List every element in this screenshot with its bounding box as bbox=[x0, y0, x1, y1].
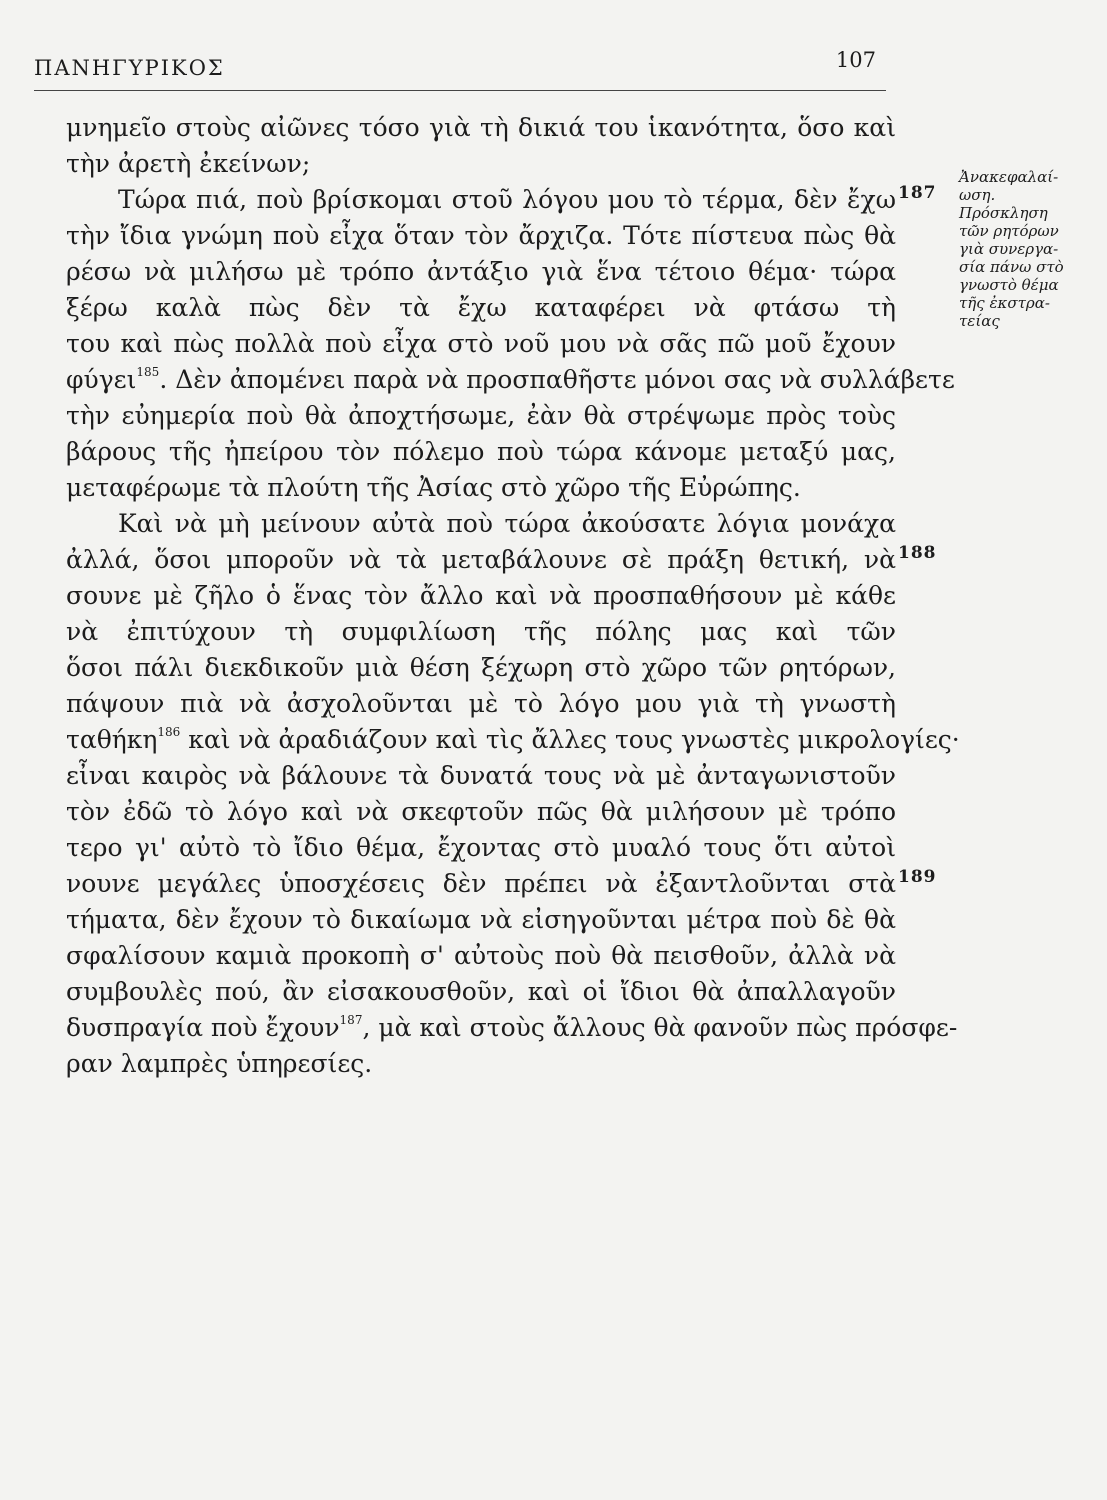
text-line: ὅσοι πάλι διεκδικοῦν μιὰ θέση ξέχωρη στὸ χῶρο τῶν ρητόρων, bbox=[66, 653, 896, 682]
text-line: συμβουλὲς πού, ἂν εἰσακουσθοῦν, καὶ οἱ ἴδιοι θὰ ἀπαλλαγοῦν bbox=[66, 977, 896, 1006]
text-line: τὴν ἴδια γνώμη ποὺ εἶχα ὅταν τὸν ἄρχιζα. Τότε πίστευα πὼς θὰ bbox=[66, 221, 896, 250]
text-line: ἀλλά, ὅσοι μποροῦν νὰ τὰ μεταβάλουνε σὲ πράξη θετική, νὰ bbox=[66, 545, 896, 574]
margin-note-line: σία πάνω στὸ bbox=[959, 258, 1064, 276]
text-line: ξέρω καλὰ πὼς δὲν τὰ ἔχω καταφέρει νὰ φτάσω τὴ bbox=[66, 293, 896, 322]
margin-note-line: γιὰ συνεργα- bbox=[959, 240, 1059, 258]
text-line: σφαλίσουν καμιὰ προκοπὴ σ' αὐτοὺς ποὺ θὰ πεισθοῦν, ἀλλὰ νὰ bbox=[66, 941, 896, 970]
footnote-ref: 187 bbox=[339, 1013, 363, 1027]
text-line: σουνε μὲ ζῆλο ὁ ἕνας τὸν ἄλλο καὶ νὰ προσπαθήσουν μὲ κάθε bbox=[66, 581, 896, 610]
text-fragment: ταθήκη bbox=[66, 725, 158, 754]
section-number: 189 bbox=[898, 867, 937, 887]
text-fragment: , μὰ καὶ στοὺς ἄλλους θὰ φανοῦν πὼς πρόσφε- bbox=[362, 1013, 958, 1042]
header-rule bbox=[34, 90, 886, 91]
margin-note-line: τῶν ρητόρων bbox=[959, 222, 1059, 240]
text-line: ρέσω νὰ μιλήσω μὲ τρόπο ἀντάξιο γιὰ ἕνα τέτοιο θέμα· τώρα bbox=[66, 257, 896, 286]
text-line: βάρους τῆς ἠπείρου τὸν πόλεμο ποὺ τώρα κάνομε μεταξύ μας, bbox=[66, 437, 896, 466]
text-line: μεταφέρωμε τὰ πλούτη τῆς Ἀσίας στὸ χῶρο τῆς Εὐρώπης. bbox=[66, 473, 801, 502]
text-line: Καὶ νὰ μὴ μείνουν αὐτὰ ποὺ τώρα ἀκούσατε λόγια μονάχα bbox=[118, 509, 896, 538]
text-line: νουνε μεγάλες ὑποσχέσεις δὲν πρέπει νὰ ἐξαντλοῦνται στὰ bbox=[66, 869, 896, 898]
text-line: ραν λαμπρὲς ὑπηρεσίες. bbox=[66, 1049, 373, 1078]
text-line: τερο γι' αὐτὸ τὸ ἴδιο θέμα, ἔχοντας στὸ μυαλό τους ὅτι αὐτοὶ bbox=[66, 833, 896, 862]
text-line: του καὶ πὼς πολλὰ ποὺ εἶχα στὸ νοῦ μου νὰ σᾶς πῶ μοῦ ἔχουν bbox=[66, 329, 896, 358]
text-line: πάψουν πιὰ νὰ ἀσχολοῦνται μὲ τὸ λόγο μου γιὰ τὴ γνωστὴ bbox=[66, 689, 896, 718]
text-fragment: δυσπραγία ποὺ ἔχουν bbox=[66, 1013, 340, 1042]
footnote-ref: 186 bbox=[157, 725, 181, 739]
text-line bbox=[66, 1010, 958, 1046]
margin-note-line: τῆς ἐκστρα- bbox=[959, 294, 1050, 312]
margin-note-line: Ἀνακεφαλαί- bbox=[959, 168, 1059, 186]
margin-note-line: ωση. bbox=[959, 186, 996, 204]
text-fragment: καὶ νὰ ἀραδιάζουν καὶ τὶς ἄλλες τους γνωστὲς μικρολογίες· bbox=[180, 725, 960, 754]
margin-note-line: Πρόσκληση bbox=[959, 204, 1048, 222]
text-line: τήματα, δὲν ἔχουν τὸ δικαίωμα νὰ εἰσηγοῦνται μέτρα ποὺ δὲ θὰ bbox=[66, 905, 896, 934]
text-line bbox=[66, 722, 960, 758]
margin-note-line: γνωστὸ θέμα bbox=[959, 276, 1059, 294]
margin-note-line: τείας bbox=[959, 312, 1000, 330]
text-line bbox=[66, 362, 955, 398]
section-number: 188 bbox=[898, 543, 937, 563]
text-line: τὸν ἐδῶ τὸ λόγο καὶ νὰ σκεφτοῦν πῶς θὰ μιλήσουν μὲ τρόπο bbox=[66, 797, 896, 826]
section-number: 187 bbox=[898, 183, 937, 203]
text-fragment: φύγει bbox=[66, 365, 137, 394]
text-fragment: . Δὲν ἀπομένει παρὰ νὰ προσπαθῆστε μόνοι σας νὰ συλλάβετε bbox=[159, 365, 955, 394]
text-line: εἶναι καιρὸς νὰ βάλουνε τὰ δυνατά τους νὰ μὲ ἀνταγωνιστοῦν bbox=[66, 761, 896, 790]
text-line: τὴν εὐημερία ποὺ θὰ ἀποχτήσωμε, ἐὰν θὰ στρέψωμε πρὸς τοὺς bbox=[66, 401, 896, 430]
text-line: νὰ ἐπιτύχουν τὴ συμφιλίωση τῆς πόλης μας καὶ τῶν bbox=[66, 617, 896, 646]
page-number: 107 bbox=[835, 48, 876, 72]
text-line: τὴν ἀρετὴ ἐκείνων; bbox=[66, 149, 311, 178]
footnote-ref: 185 bbox=[136, 365, 160, 379]
running-title: ΠΑΝΗΓΥΡΙΚΟΣ bbox=[34, 56, 225, 80]
margin-note bbox=[959, 168, 1083, 330]
text-line: μνημεῖο στοὺς αἰῶνες τόσο γιὰ τὴ δικιά του ἱκανότητα, ὅσο καὶ bbox=[66, 113, 896, 142]
page-header bbox=[34, 48, 886, 88]
text-line: Τώρα πιά, ποὺ βρίσκομαι στοῦ λόγου μου τὸ τέρμα, δὲν ἔχω bbox=[118, 185, 896, 214]
